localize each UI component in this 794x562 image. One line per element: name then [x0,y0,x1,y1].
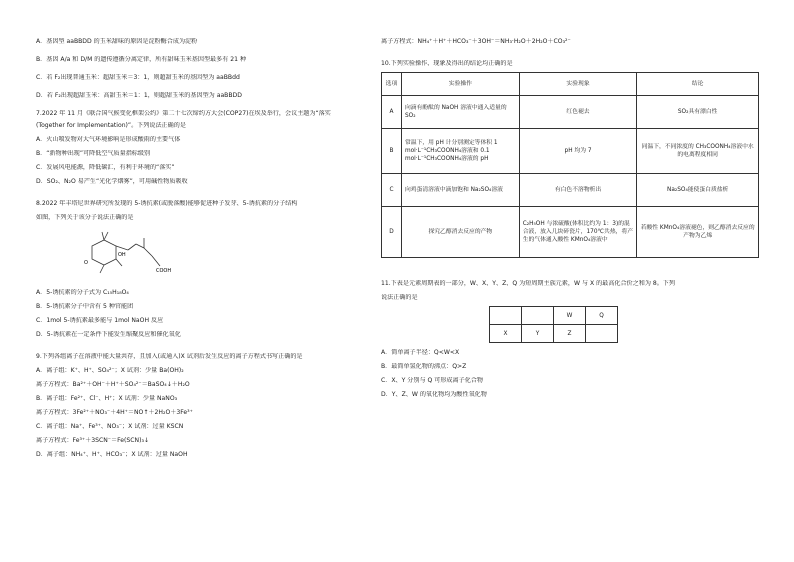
q6-option-a: A．基因型 aaBBDD 的玉米甜味的原因是淀粉酶合成为淀粉 [36,38,198,45]
q9-option-c: C．离子组：Na⁺、Fe³⁺、NO₃⁻；X 试剂：过量 KSCN [36,423,184,430]
header-phenomenon: 实验现象 [519,73,637,96]
row-option: C [382,174,402,207]
abscisic-acid-structure [78,226,173,282]
grid-cell: Y [522,325,554,343]
grid-cell: X [490,325,522,343]
row-conclusion: SO₂具有漂白性 [637,96,759,129]
svg-text:COOH: COOH [156,268,172,274]
q9-option-c-equation: 离子方程式：Fe³⁺＋3SCN⁻＝Fe(SCN)₃↓ [36,437,150,444]
table-row [382,129,759,174]
q9-option-b-equation: 离子方程式：3Fe²⁺＋NO₃⁻＋4H⁺＝NO↑＋2H₂O＋3Fe³⁺ [36,409,193,416]
q8-option-d: D．5-诱抗素在一定条件下能发生缩聚反应和催化氧化 [36,331,181,338]
q9-option-a-equation: 离子方程式：Ba²⁺＋OH⁻＋H⁺＋SO₄²⁻＝BaSO₄↓＋H₂O [36,381,190,388]
q10-table [381,72,759,258]
row-option: A [382,96,402,129]
row-phenomenon: pH 均为 7 [519,129,637,174]
row-operation: 常温下，用 pH 计分别测定等体积 1 mol·L⁻¹CH₃COONH₄溶液和 0.1 mol·L⁻¹CH₃COONH₄溶液的 pH [401,129,519,174]
row-phenomenon: C₂H₅OH 与浓硫酸(体积比约为 1：3)的混合液，放入几块碎瓷片，170℃共热，将产生的气体通入酸性 KMnO₄溶液中 [519,207,637,258]
row-operation: 向鸡蛋清溶液中滴加饱和 Na₂SO₄溶液 [401,174,519,207]
q7-option-a: A．火山喷发物对大气环境影响是形成酸雨的主要气体 [36,136,181,143]
grid-cell [586,325,618,343]
q9-option-a: A．离子组：K⁺、H⁺、SO₄²⁻；X 试剂：少量 Ba(OH)₂ [36,367,184,374]
header-option: 选项 [382,73,402,96]
q7-option-d: D．SO₂、N₂O 易产生“光化学烟雾”，可用碱性物质吸收 [36,178,188,185]
q11-option-a: A．简单离子半径：Q<W<X [381,349,460,356]
row-conclusion: 若酸性 KMnO₄溶液褪色，则乙醇消去反应的产物为乙烯 [637,207,759,258]
q6-option-b: B．基因 A/a 和 D/M 的遗传遵循分离定律，所有甜味玉米基因型最多有 21 种 [36,56,247,63]
table-row [382,96,759,129]
row-conclusion: Na₂SO₄能使蛋白质盐析 [637,174,759,207]
row-conclusion: 同温下，不同浓度的 CH₃COONH₄溶液中水的电离程度相同 [637,129,759,174]
q7-option-b: B．“新物种出现”可降低空气质量指标级别 [36,150,151,157]
q9-title: 9.下列各组离子在溶液中能大量共存，且加入(或通入)X 试剂后发生反应的离子方程式书写正确的是 [36,353,303,360]
q9-option-b: B．离子组：Fe²⁺、Cl⁻、H⁺；X 试剂：少量 NaNO₃ [36,395,178,402]
q11-option-b: B．最简单氢化物的沸点：Q>Z [381,363,467,370]
grid-row [490,307,618,325]
q8-option-a: A．5-诱抗素的分子式为 C₁₅H₁₈O₄ [36,289,129,296]
grid-cell: Z [554,325,586,343]
q8-title: 8.2022 年丰塔尼世界研究所发现的 5-诱抗素(或脱落酸)能够促进种子发芽、5-诱抗素的分子结构 [36,200,298,207]
header-operation: 实验操作 [401,73,519,96]
row-phenomenon: 有白色不溶物析出 [519,174,637,207]
grid-cell: W [554,307,586,325]
q11-option-d: D．Y、Z、W 的氧化物均为酸性氧化物 [381,391,487,398]
q7-title: 7.2022 年 11 月《联合国气候变化框架公约》第二十七次缔约方大会(COP27)在埃及举行，会议主题为“落实 [36,110,331,117]
q7-title-cont: (Together for Implementation)”。下列说法正确的是 [36,122,186,129]
row-option: B [382,129,402,174]
row-phenomenon: 红色褪去 [519,96,637,129]
q11-title: 11.下表是元素周期表的一部分，W、X、Y、Z、Q 为短周期主族元素，W 与 X 的最高化合价之和为 8。下列 [381,280,676,287]
q8-option-c: C．1mol 5-诱抗素最多能与 1mol NaOH 反应 [36,317,164,324]
q11-title-cont: 说法正确的是 [381,294,418,301]
table-row [382,174,759,207]
q8-option-b: B．5-诱抗素分子中含有 5 种官能团 [36,303,134,310]
q10-title: 10.下列实验操作、现象及得出的结论均正确的是 [381,60,513,67]
svg-text:O: O [84,260,88,266]
svg-text:OH: OH [118,252,126,258]
row-option: D [382,207,402,258]
q11-option-c: C．X、Y 分别与 Q 可形成离子化合物 [381,377,483,384]
left-column [36,38,368,459]
grid-cell [490,307,522,325]
right-column [381,38,759,399]
grid-cell: Q [586,307,618,325]
q9-option-d-equation: 离子方程式：NH₄⁺＋H⁺＋HCO₃⁻＋3OH⁻＝NH₃·H₂O＋2H₂O＋CO₃²⁻ [381,38,571,45]
table-row [382,207,759,258]
row-operation: 向滴有酚酞的 NaOH 溶液中通入适量的 SO₂ [401,96,519,129]
q8-title-cont: 如图，下列关于该分子说法正确的是 [36,214,134,221]
periodic-table-fragment [489,306,618,343]
grid-cell [522,307,554,325]
grid-row [490,325,618,343]
q6-option-d: D．若 F₂出现超甜玉米：高甜玉米＝1：1，则超甜玉米的基因型为 aaBBDD [36,92,242,99]
q6-option-c: C．若 F₂出现普通玉米：超甜玉米＝3：1，则超甜玉米的基因型为 aaBBdd [36,74,240,81]
q7-option-c: C．发展风电能源，降低碳汇，有利于环境的“落实” [36,164,175,171]
q9-option-d: D．离子组：NH₄⁺、H⁺、HCO₃⁻；X 试剂：过量 NaOH [36,451,188,458]
row-operation: 探究乙醇消去反应的产物 [401,207,519,258]
header-conclusion: 结论 [637,73,759,96]
table-header-row [382,73,759,96]
